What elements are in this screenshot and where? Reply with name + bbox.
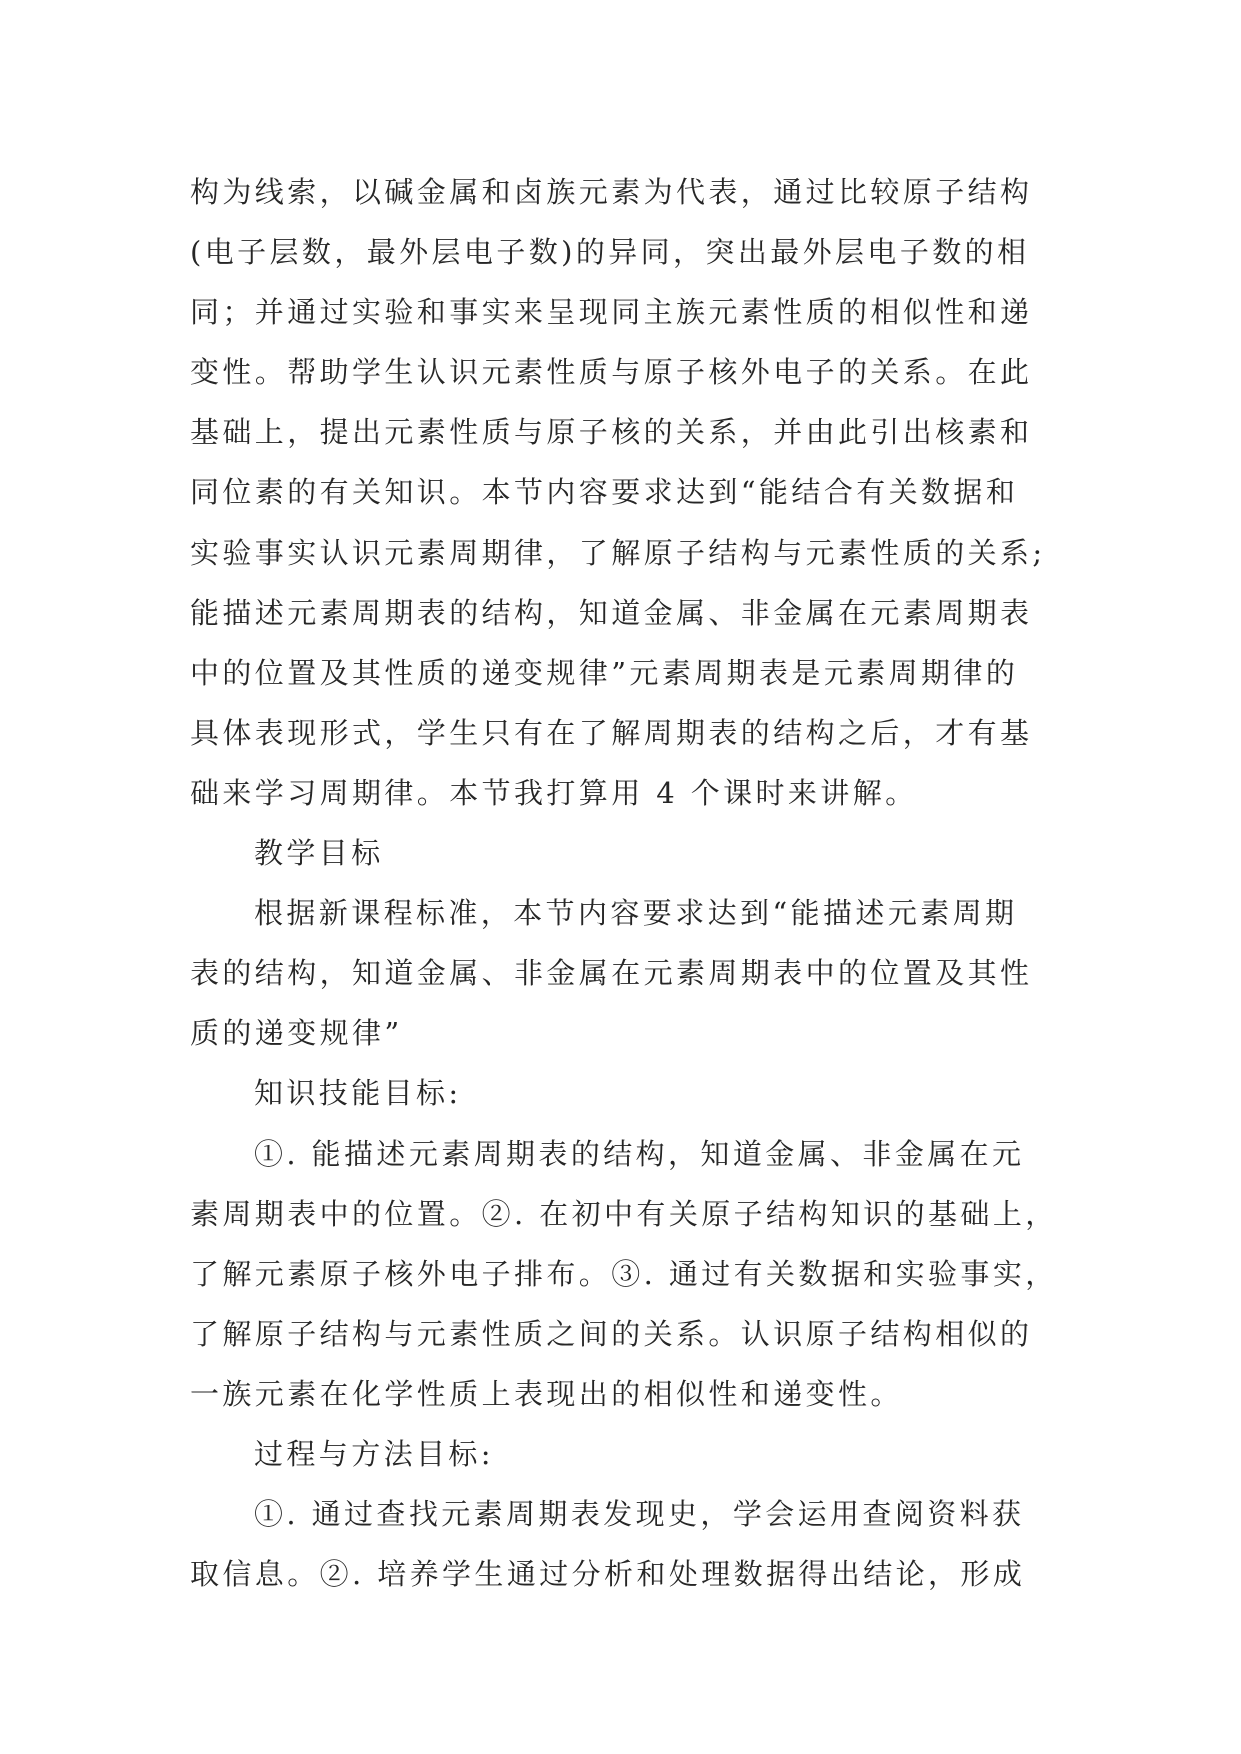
text-line: 构为线索，以碱金属和卤族元素为代表，通过比较原子结构 [190,175,1033,209]
text-line: 知识技能目标: [254,1076,462,1111]
text-line: 取信息。②. 培养学生通过分析和处理数据得出结论，形成 [190,1557,1026,1592]
text-line: 实验事实认识元素周期律，了解原子结构与元素性质的关系; [190,535,1046,570]
text-line: 过程与方法目标: [254,1436,494,1471]
text-line: 中的位置及其性质的递变规律”元素周期表是元素周期律的 [190,655,1019,690]
text-line: 了解元素原子核外电子排布。③. 通过有关数据和实验事实， [190,1256,1058,1291]
text-line: 教学目标 [254,836,384,871]
text-line: 能描述元素周期表的结构，知道金属、非金属在元素周期表 [190,595,1033,630]
text-line: 根据新课程标准，本节内容要求达到“能描述元素周期 [254,896,1018,931]
text-line: 变性。帮助学生认识元素性质与原子核外电子的关系。在此 [190,355,1033,390]
text-line: 具体表现形式，学生只有在了解周期表的结构之后，才有基 [190,715,1033,750]
text-line: ①. 能描述元素周期表的结构，知道金属、非金属在元 [254,1136,1025,1171]
text-line: 础来学习周期律。本节我打算用 4 个课时来讲解。 [190,775,918,810]
text-line: 基础上，提出元素性质与原子核的关系，并由此引出核素和 [190,415,1033,450]
text-line: 了解原子结构与元素性质之间的关系。认识原子结构相似的 [190,1316,1033,1351]
text-line: ①. 通过查找元素周期表发现史，学会运用查阅资料获 [254,1497,1025,1532]
text-line: (电子层数，最外层电子数)的异同，突出最外层电子数的相 [190,235,1030,270]
text-line: 表的结构，知道金属、非金属在元素周期表中的位置及其性 [190,956,1033,991]
text-line: 素周期表中的位置。②. 在初中有关原子结构知识的基础上， [190,1196,1058,1231]
document-body [190,162,1058,1604]
text-line: 同位素的有关知识。本节内容要求达到“能结合有关数据和 [190,475,1019,510]
text-line: 质的递变规律” [190,1016,403,1051]
text-line: 一族元素在化学性质上表现出的相似性和递变性。 [190,1376,903,1411]
text-line: 同；并通过实验和事实来呈现同主族元素性质的相似性和递 [190,295,1033,330]
